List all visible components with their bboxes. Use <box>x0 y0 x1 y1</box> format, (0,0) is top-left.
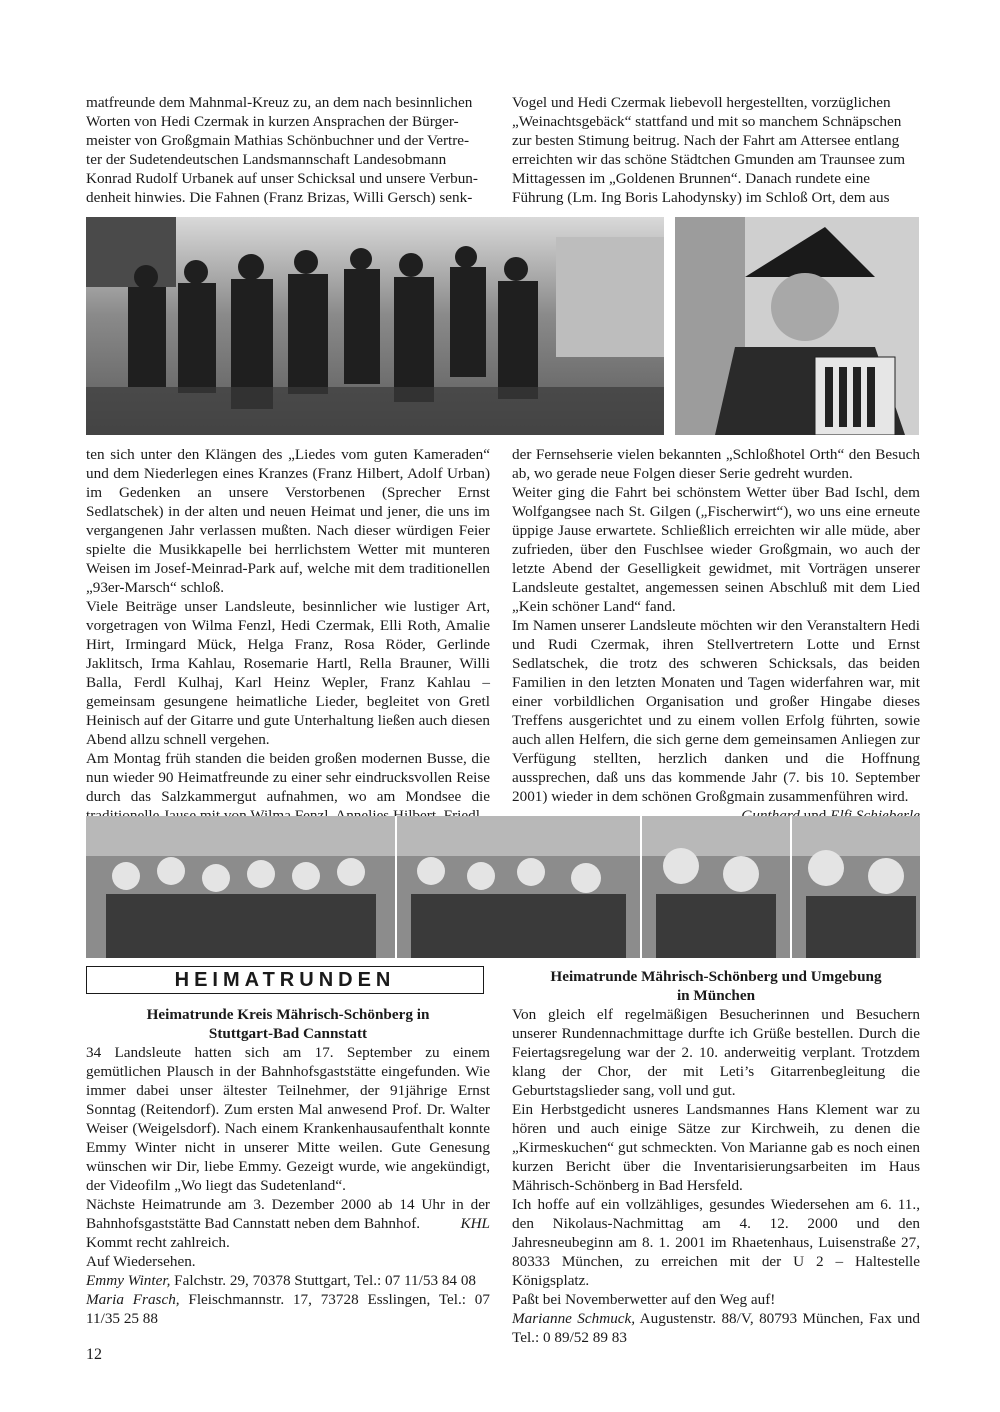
paragraph: Im Namen unserer Landsleute möchten wir den Veranstaltern Hedi und Rudi Czermak, ihren Stellvertretern Lotte und Ernst Sedlatschek, die trotz des schweren Schicksals, das beiden Familien in den letzten Monaten und Tagen widerfahren war, mit einer vorbildlichen Organisation und großer Hingabe dieses Treffens ausgerichtet und zu einem vollen Erfolg führten, sowie auch allen Helfern, die sich gerne dem gemeinsamen Anliegen zur Verfügung stellten, herzlich danken und die Hoffnung aussprechen, daß uns das kommende Jahr (7. bis 10. September 2001) wieder in dem schönen Großgmain zusammenführen wird. <box>512 617 920 805</box>
top-right-column <box>512 93 920 207</box>
photo-accordion-player <box>675 217 919 435</box>
paragraph: Paßt bei Novemberwetter auf den Weg auf! <box>512 1291 776 1308</box>
text-line: Mittagessen im „Goldenen Brunnen“. Danach rundete eine <box>512 170 871 187</box>
paragraph: Ich hoffe auf ein vollzähliges, gesundes Wiedersehen am 6. 11., den Nikolaus-Nachmittag am 4. 12. 2000 und den Jahresneubeginn am 8. 1. 2001 im Rhaetenhaus, Luisenstraße 27, 80333 München, zu erreichen mit der U 2 – Haltestelle Königsplatz. <box>512 1196 920 1289</box>
paragraph <box>86 1195 490 1233</box>
paragraph: Weiter ging die Fahrt bei schönstem Wetter über Bad Ischl, dem Wolfgangsee nach St. Gilgen („Fischerwirt“), wo uns eine erneute üppige Jause erwartete. Schließlich erreichten wir alle müde, aber zufrieden, über den Fuschlsee wieder Großgmain, wo auch der letzte Abend der Geselligkeit gewidmet, mit Vorträgen unserer Landsleute gestaltet, angemessen seinen Abschluß mit dem Lied „Kein schöner Land“ fand. <box>512 484 920 615</box>
paragraph: Am Montag früh standen die beiden großen modernen Busse, die nun wieder 90 Heimatfreunde zu einer sehr eindrucksvollen Reise durch das Salzkammergut aufnahmen, wo am Mondsee die <box>86 750 490 805</box>
middle-right-column <box>512 445 920 825</box>
right-heading-line-2: in München <box>676 987 756 1004</box>
text-line: ter der Sudetendeutschen Landsmannschaft Landesobmann <box>86 151 447 168</box>
text-line: matfreunde dem Mahnmal-Kreuz zu, an dem nach besinnlichen <box>86 94 473 111</box>
page-number: 12 <box>86 1346 102 1363</box>
text-line: zur besten Stimung beitrug. Nach der Fahrt am Attersee entlang <box>512 132 900 149</box>
left-heading-line-2: Stuttgart-Bad Cannstatt <box>208 1025 368 1042</box>
initials: KHL <box>460 1215 490 1232</box>
paragraph: 34 Landsleute hatten sich am 17. September zu einem gemütlichen Plausch in der Bahnhofsgaststätte eingefunden. Wie immer dabei unser ältester Teilnehmer, der 91jährige Ernst Sonntag (Reitendorf). Zum ersten Mal anwesend Prof. Dr. Walter Weiser (Weigelsdorf). Nach einem Krankenhausaufenthalt konnte Emmy Winter nicht in unserer Mitte weilen. Gute Genesung wünschen wir Dir, liebe Emmy. Gezeigt wurde, wie angekündigt, der Videofilm „Wo liegt das Sudetenland“. <box>86 1044 490 1194</box>
photo-accordion-player-image <box>675 217 919 435</box>
contact-details: Fleischmannstr. 17, 73728 Esslingen, Tel.: 07 11/35 25 88 <box>86 1291 490 1327</box>
text-line: erreichten wir das schöne Städtchen Gmunden am Traunsee zum <box>512 151 906 168</box>
text-line: Führung (Lm. Ing Boris Lahodynsky) im Schloß Ort, dem aus <box>512 189 890 206</box>
contact-details: Augustenstr. 88/V, 80793 München, Fax und Tel.: 0 89/52 89 83 <box>512 1310 920 1346</box>
contact-marianne-schmuck <box>512 1309 920 1347</box>
middle-left-column <box>86 445 490 825</box>
contact-name: Emmy Winter, <box>86 1272 171 1289</box>
paragraph: der Fernsehserie vielen bekannten „Schloßhotel Orth“ den Besuch ab, wo gerade neue Folgen dieser Serie gedreht wurden. <box>512 446 920 482</box>
contact-maria-frasch <box>86 1290 490 1328</box>
paragraph-text: Nächste Heimatrunde am 3. Dezember 2000 ab 14 Uhr in der Bahnhofsgaststätte Bad Cannstatt neben dem Bahnhof. <box>86 1196 490 1232</box>
paragraph: Ein Herbstgedicht usneres Landsmannes Hans Klement war zu hören und auch einige Sätze zur Kirchweih, zu denen die „Kirmeskuchen“ gut schmeckten. Von Marianne gab es noch einen kurzen Bericht über die Inventarisierungsarbeiten im Haus Mährisch-Schönberg in Bad Hersfeld. <box>512 1101 920 1194</box>
right-heading-line-1: Heimatrunde Mährisch-Schönberg und Umgebung <box>550 968 882 985</box>
top-left-column <box>86 93 490 207</box>
text-line: Konrad Rudolf Urbanek auf unser Schicksal und unsere Verbun- <box>86 170 478 187</box>
text-line: „Weinachtsgebäck“ stattfand und mit so manchem Schnäpschen <box>512 113 902 130</box>
photo-group-panorama <box>86 816 920 958</box>
paragraph: Viele Beiträge unser Landsleute, besinnlicher wie lustiger Art, vorgetragen von Wilma Fenzl, Hedi Czermak, Elli Roth, Amalie Hirt, Irmingard Mück, Helga Franz, Rosa Röder, Gerlinde Jaklitsch, Irma Kahlau, Rosemarie Hartl, Rella Brauner, Willi Balla, Ferdl Kulhaj, Karl Heinz Wepler, Franz Kahlau – gemeinsam gesungene heimatliche Lieder, begleitet von Gretl Heinisch auf der Gitarre und gute Unterhaltung ließen auch diesen Abend allzu schnell vergehen. <box>86 598 490 748</box>
section-title: HEIMATRUNDEN <box>86 966 484 994</box>
paragraph: Von gleich elf regelmäßigen Besucherinnen und Besuchern unserer Rundennachmittage durfte ich Grüße bestellen. Durch die Feiertagsregelung war der 2. 10. anderweitig verplant. Trotzdem klang der Chor, der mit Leti’s Gitarrenbegleitung die Geburtstagslieder sang, voll und gut. <box>512 1006 920 1099</box>
bottom-left-column <box>86 1005 490 1328</box>
text-line: Worten von Hedi Czermak in kurzen Ansprachen der Bürger- <box>86 113 459 130</box>
bottom-right-column <box>512 967 920 1347</box>
contact-details: Falchstr. 29, 70378 Stuttgart, Tel.: 07 11/53 84 08 <box>170 1272 477 1289</box>
contact-name: Marianne Schmuck, <box>512 1310 636 1327</box>
photo-group-panorama-image <box>86 816 920 958</box>
paragraph: Kommt recht zahlreich. <box>86 1234 230 1251</box>
text-line: meister von Großgmain Mathias Schönbuchner und der Vertre- <box>86 132 470 149</box>
photo-marching-band <box>86 217 664 435</box>
contact-emmy-winter <box>86 1271 490 1290</box>
text-line: denheit hinwies. Die Fahnen (Franz Brizas, Willi Gersch) senk- <box>86 189 473 206</box>
text-line: Vogel und Hedi Czermak liebevoll hergestellten, vorzüglichen <box>512 94 891 111</box>
photo-marching-band-image <box>86 217 664 435</box>
left-heading-line-1: Heimatrunde Kreis Mährisch-Schönberg in <box>146 1006 430 1023</box>
paragraph: ten sich unter den Klängen des „Liedes vom guten Kameraden“ und dem Niederlegen eines Kranzes (Franz Hilbert, Adolf Urban) im Gedenken an unsere Verstorbenen (Sprecher Ernst Sedlatschek) in der alten und neuen Heimat und jener, die uns im vergangenen Jahr verlassen mußten. Nach dieser würdigen Feier spielte die Musikkapelle bei herrlichstem Wetter mit munteren Weisen im Josef-Meinrad-Park auf, welche mit dem traditionellen „93er-Marsch“ schloß. <box>86 446 490 596</box>
paragraph: Auf Wiedersehen. <box>86 1253 196 1270</box>
contact-name: Maria Frasch, <box>86 1291 180 1308</box>
